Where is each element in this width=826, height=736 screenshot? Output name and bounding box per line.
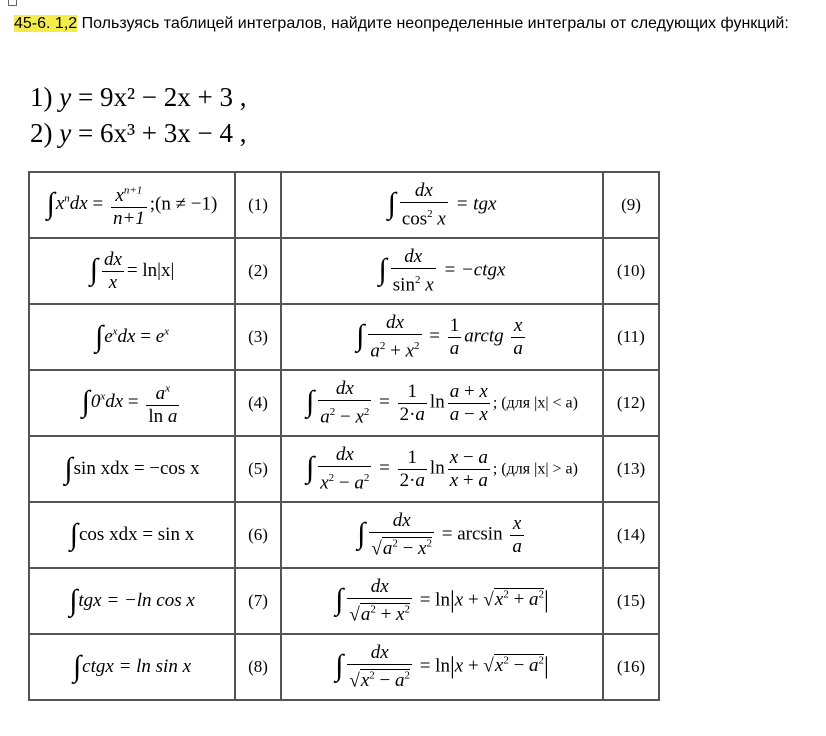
formula-9: ∫ $\frac{dx}{\cos^2 x}$ = tgx [281,172,603,238]
task-2-lhs: y [59,118,72,148]
formula-16: ∫ $\frac{dx}{√x^2 - a^2}$ = $\ln|x + √x^2 - a^2|$ [281,634,603,700]
formula-number-14: (14) [603,502,659,568]
formula-number-12: (12) [603,370,659,436]
table-row [29,634,659,700]
formula-7-body: tgx = −ln cos x [78,590,195,611]
table-row [29,238,659,304]
integral-table [28,171,660,701]
formula-number-4: (4) [235,370,281,436]
formula-number-5: (5) [235,436,281,502]
formula-15: ∫ $\frac{dx}{√a^2 + x^2}$ = $\ln|x + √x^2 + a^2|$ [281,568,603,634]
formula-8-body: ctgx = ln sin x [82,656,192,677]
formula-13-condition: ; (для |x| > a) [492,460,578,478]
formula-number-7: (7) [235,568,281,634]
condition-1: (n ≠ −1) [155,193,218,215]
task-1-expression: = 9x² − 2x + 3 , [77,82,247,112]
task-1 [30,82,247,112]
formula-number-1: (1) [235,172,281,238]
formula-9-rhs: = tgx [455,193,497,215]
formula-10-rhs: = −ctgx [443,259,506,281]
formula-10: ∫ $\frac{dx}{\sin^2 x}$ = −ctgx [281,238,603,304]
table-row [29,370,659,436]
table-row [29,568,659,634]
task-2-number: 2) [30,118,53,148]
formula-number-6: (6) [235,502,281,568]
problem-instruction: Пользуясь таблицей интегралов, найдите неопределенные интегралы от следующих функций: [77,15,789,32]
formula-3: $\int e^xdx = e^x$ [29,304,235,370]
formula-8: ∫ctgx = ln sin x [29,634,235,700]
formula-6-body: cos xdx = sin x [79,524,195,545]
formula-4: $\int 0^xdx$ = $\frac{a^x}{\text{ln a}}$ [29,370,235,436]
task-1-lhs: y [59,82,72,112]
formula-number-11: (11) [603,304,659,370]
formula-12: ∫ $\frac{dx}{a^2 - x^2}$ = $\frac{1}{2\cdot a}$ ln $\frac{a + x}{a - x}$ ; (для |x| < a) [281,370,603,436]
formula-5: ∫sin xdx = −cos x [29,436,235,502]
formula-1: $\int x^ndx$ = $\frac{x^{n+1}}{n+1}$ ;(n ≠ −1) [29,172,235,238]
formula-7: ∫tgx = −ln cos x [29,568,235,634]
formula-11: ∫ $\frac{dx}{a^2 + x^2}$ = $\frac{1}{a}$ arctg $\frac{x}{a}$ [281,304,603,370]
formula-number-3: (3) [235,304,281,370]
formula-11-arctg: arctg [464,325,504,347]
formula-number-2: (2) [235,238,281,304]
task-2 [30,118,247,148]
formula-number-16: (16) [603,634,659,700]
table-row [29,304,659,370]
formula-number-8: (8) [235,634,281,700]
task-1-number: 1) [30,82,53,112]
formula-number-10: (10) [603,238,659,304]
formula-12-condition: ; (для |x| < a) [492,394,578,412]
formula-2-rhs: = ln|x| [126,259,175,281]
task-2-expression: = 6x³ + 3x − 4 , [77,118,247,148]
formula-14-arcsin: = arcsin [441,523,503,545]
n-plus-1: n+1 [112,208,145,230]
formula-6: ∫cos xdx = sin x [29,502,235,568]
formula-14: ∫ $\frac{dx}{√a^2 - x^2}$ = arcsin $\frac{x}{a}$ [281,502,603,568]
formula-13: ∫ $\frac{dx}{x^2 - a^2}$ = $\frac{1}{2\cdot a}$ ln $\frac{x - a}{x + a}$ ; (для |x| > a) [281,436,603,502]
formula-number-15: (15) [603,568,659,634]
problem-number: 45-6. 1,2 [14,15,78,32]
table-row [29,436,659,502]
formula-5-body: sin xdx = −cos x [73,458,200,479]
corner-mark [8,0,17,6]
formula-2: ∫ $\frac{dx}{x}$ = ln|x| [29,238,235,304]
problem-header [14,14,804,34]
table-row [29,502,659,568]
table-row [29,172,659,238]
formula-number-9: (9) [603,172,659,238]
formula-number-13: (13) [603,436,659,502]
